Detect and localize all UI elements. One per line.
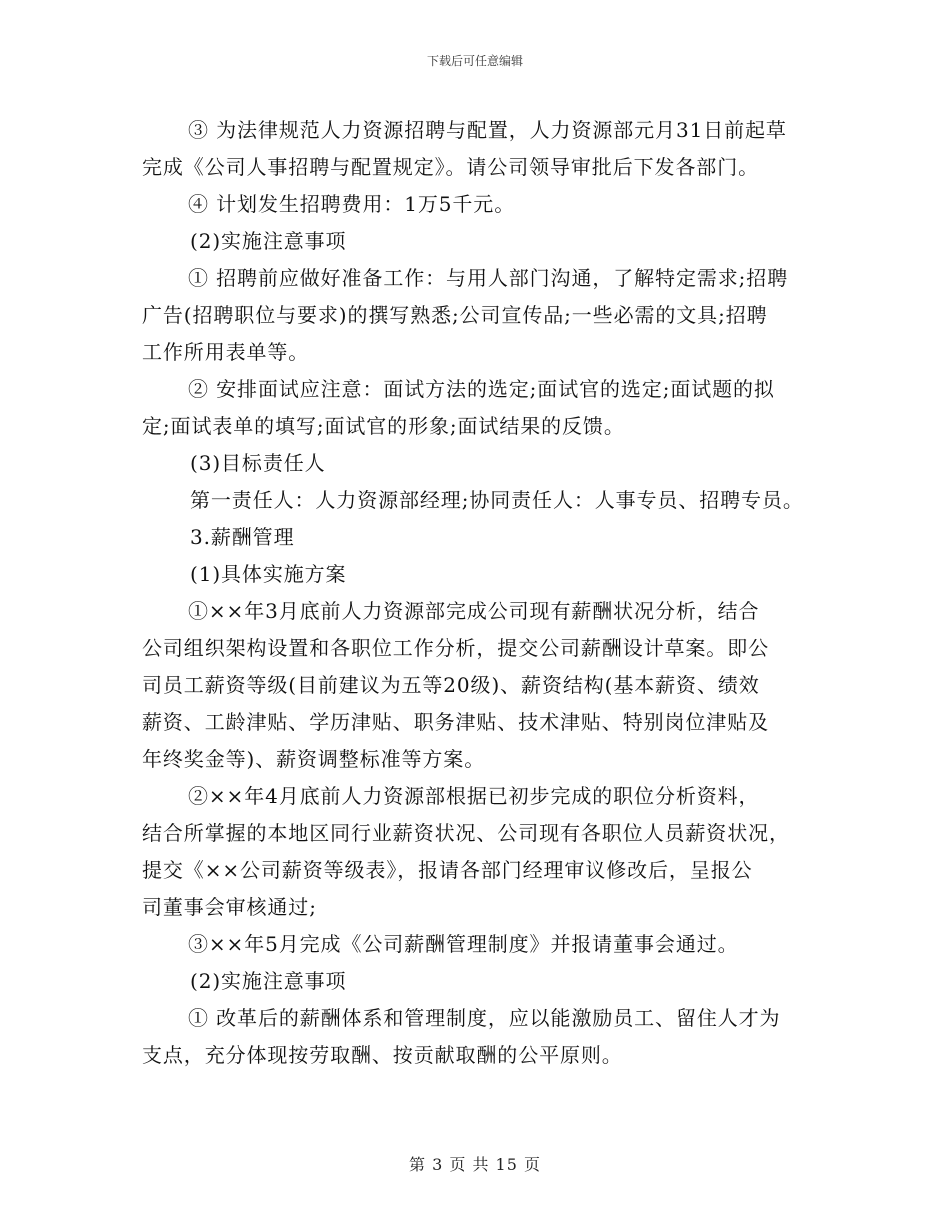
paragraph-line: ① 改革后的薪酬体系和管理制度，应以能激励员工、留住人才为 (188, 1006, 781, 1030)
paragraph-line: 年终奖金等)、薪资调整标准等方案。 (142, 747, 486, 771)
section-heading: (2)实施注意事项 (190, 969, 347, 993)
paragraph-line: 工作所用表单等。 (142, 340, 310, 364)
document-body (142, 112, 842, 1074)
paragraph-line: 广告(招聘职位与要求)的撰写熟悉;公司宣传品;一些必需的文具;招聘 (142, 303, 768, 327)
paragraph-line: 结合所掌握的本地区同行业薪资状况、公司现有各职位人员薪资状况， (142, 821, 790, 845)
paragraph-line: 定;面试表单的填写;面试官的形象;面试结果的反馈。 (142, 414, 625, 438)
page-header: 下载后可任意编辑 (426, 54, 523, 68)
paragraph-line: ② 安排面试应注意：面试方法的选定;面试官的选定;面试题的拟 (188, 377, 775, 401)
section-heading: (3)目标责任人 (190, 451, 326, 475)
paragraph-line: 完成《公司人事招聘与配置规定》。请公司领导审批后下发各部门。 (142, 155, 759, 179)
paragraph-line: 提交《××公司薪资等级表》，报请各部门经理审议修改后，呈报公 (142, 858, 753, 882)
paragraph-line: 第一责任人：人力资源部经理;协同责任人：人事专员、招聘专员。 (190, 488, 804, 512)
paragraph-line: 薪资、工龄津贴、学历津贴、职务津贴、技术津贴、特别岗位津贴及 (142, 710, 769, 734)
paragraph-line: 公司组织架构设置和各职位工作分析，提交公司薪酬设计草案。即公 (142, 636, 769, 660)
paragraph-line: ③ 为法律规范人力资源招聘与配置，人力资源部元月31日前起草 (188, 118, 787, 142)
paragraph-line: ②××年4月底前人力资源部根据已初步完成的职位分析资料， (188, 784, 760, 808)
paragraph-line: ① 招聘前应做好准备工作：与用人部门沟通，了解特定需求;招聘 (188, 266, 789, 290)
page-number-footer: 第 3 页 共 15 页 (409, 1155, 541, 1174)
paragraph-line: 司员工薪资等级(目前建议为五等20级)、薪资结构(基本薪资、绩效 (142, 673, 760, 697)
paragraph-line: ④ 计划发生招聘费用：1万5千元。 (188, 192, 516, 216)
paragraph-line: 支点，充分体现按劳取酬、按贡献取酬的公平原则。 (142, 1043, 623, 1067)
paragraph-line: ①××年3月底前人力资源部完成公司现有薪酬状况分析，结合 (188, 599, 760, 623)
paragraph-line: ③××年5月完成《公司薪酬管理制度》并报请董事会通过。 (188, 932, 739, 956)
section-heading: (1)具体实施方案 (190, 562, 347, 586)
paragraph-line: 司董事会审核通过; (142, 895, 317, 919)
section-heading: 3.薪酬管理 (190, 525, 295, 549)
section-heading: (2)实施注意事项 (190, 229, 347, 253)
